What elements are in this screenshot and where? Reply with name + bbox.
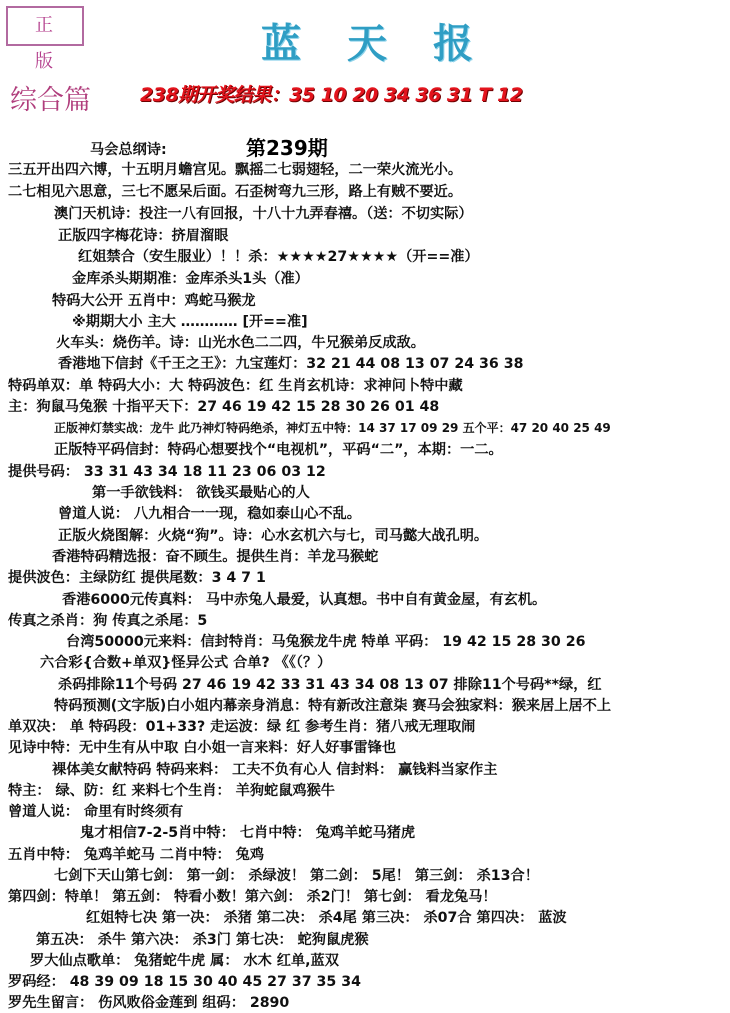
section-heading: 综合篇 [10, 85, 91, 116]
issue-number: 第239期 [246, 136, 328, 160]
text-line: 见诗中特：无中生有从中取 白小姐一言来料：好人好事雷锋也 [8, 740, 397, 756]
text-line: 正版火烧图解：火烧“狗”。诗：心水玄机六与七，司马懿大战孔明。 [58, 528, 489, 544]
authentic-badge: 正版 [6, 6, 84, 46]
text-line: 主：狗鼠马兔猴 十指平天下：27 46 19 42 15 28 30 26 01 48 [8, 399, 440, 415]
text-line: 香港特码精选报：奋不顾生。提供生肖：羊龙马猴蛇 [52, 549, 379, 565]
text-line: ※期期大小 主大 ………… [开==准] [72, 314, 308, 330]
text-line: 香港地下信封《千王之王》：九宝莲灯：32 21 44 08 13 07 24 36 38 [58, 356, 524, 372]
text-line: 二七相见六思意，三七不愿呆后面。石歪树弯九三形，路上有贼不要近。 [8, 184, 463, 200]
text-line: 台湾50000元来料：信封特肖：马兔猴龙牛虎 特单 平码： 19 42 15 28 30 26 [66, 634, 586, 650]
text-line: 鬼才相信7-2-5肖中特： 七肖中特： 兔鸡羊蛇马猪虎 [80, 825, 416, 841]
text-line: 三五开出四六博，十五明月蟾宫见。飘摇二七弱翅轻，二一荣火流光小。 [8, 162, 463, 178]
text-line: 马会总纲诗: [90, 142, 167, 158]
text-line: 特码预测(文字版)白小姐内幕亲身消息：特有新改注意柒 赛马会独家料：猴来居上居不上 [54, 698, 612, 714]
text-line: 七剑下天山第七剑： 第一剑： 杀绿波！ 第二剑： 5尾！ 第三剑： 杀13合！ [54, 868, 539, 884]
text-line: 特码单双：单 特码大小：大 特码波色：红 生肖玄机诗：求神问卜特中藏 [8, 378, 463, 394]
previous-draw-result: 238期开奖结果：35 10 20 34 36 31 T 12 [140, 84, 523, 106]
text-line: 裸体美女献特码 特码来料： 工夫不负有心人 信封料： 赢钱料当家作主 [52, 762, 498, 778]
text-line: 正版特平码信封：特码心想要找个“电视机”，平码“二”，本期：一二。 [54, 442, 503, 458]
text-line: 第五决： 杀牛 第六决： 杀3门 第七决： 蛇狗鼠虎猴 [36, 932, 369, 948]
text-line: 罗大仙点歌单： 兔猪蛇牛虎 属： 水木 红单,蓝双 [30, 953, 339, 969]
text-line: 特主： 绿、防：红 来料七个生肖： 羊狗蛇鼠鸡猴牛 [8, 783, 335, 799]
text-line: 传真之杀肖：狗 传真之杀尾：5 [8, 613, 208, 629]
text-line: 香港6000元传真料： 马中赤兔人最爱，认真想。书中自有黄金屋，有玄机。 [62, 592, 547, 608]
text-line: 杀码排除11个号码 27 46 19 42 33 31 43 34 08 13 07 排除11个号码**绿，红 [58, 677, 602, 693]
text-line: 特码大公开 五肖中：鸡蛇马猴龙 [52, 293, 256, 309]
text-line: 曾道人说： 八九相合一一现，稳如泰山心不乱。 [58, 506, 361, 522]
paper-title: 蓝天报 [261, 20, 519, 67]
text-line: 罗先生留言： 伤风败俗金莲到 组码： 2890 [8, 995, 290, 1011]
text-line: 罗码经： 48 39 09 18 15 30 40 45 27 37 35 34 [8, 974, 361, 990]
text-line: 五肖中特： 兔鸡羊蛇马 二肖中特： 兔鸡 [8, 847, 265, 863]
text-line: 曾道人说： 命里有时终须有 [8, 804, 184, 820]
text-line: 澳门天机诗：投注一八有回报，十八十九弄春禧。（送：不切实际） [54, 206, 473, 222]
text-line: 第一手欲钱料： 欲钱买最贴心的人 [92, 485, 310, 501]
text-line: 六合彩{合数+单双}怪异公式 合单? 《《（？） [40, 655, 332, 671]
text-line: 提供号码： 33 31 43 34 18 11 23 06 03 12 [8, 464, 326, 480]
text-line: 金库杀头期期准：金库杀头1头（准） [72, 271, 309, 287]
text-line: 单双决： 单 特码段：01+33? 走运波：绿 红 参考生肖：猪八戒无理取闹 [8, 719, 476, 735]
text-line: 正版神灯禁实战：龙牛 此乃神灯特码绝杀，神灯五中特：14 37 17 09 29 五个平：47 20 40 25 49 [54, 421, 611, 435]
text-line: 红姐禁合（安生服业）！！杀：★★★★27★★★★（开==准） [78, 249, 479, 265]
text-line: 提供波色：主绿防红 提供尾数：3 4 7 1 [8, 570, 266, 586]
text-line: 红姐特七决 第一决： 杀猪 第二决： 杀4尾 第三决： 杀07合 第四决： 蓝波 [86, 910, 567, 926]
text-line: 火车头：烧伤羊。诗：山光水色二二四，牛兄猴弟反成敌。 [56, 335, 425, 351]
text-line: 第四剑：特单！ 第五剑： 特看小数！第六剑： 杀2门！ 第七剑： 看龙兔马！ [8, 889, 497, 905]
text-line: 正版四字梅花诗：挤眉溜眼 [58, 228, 229, 244]
